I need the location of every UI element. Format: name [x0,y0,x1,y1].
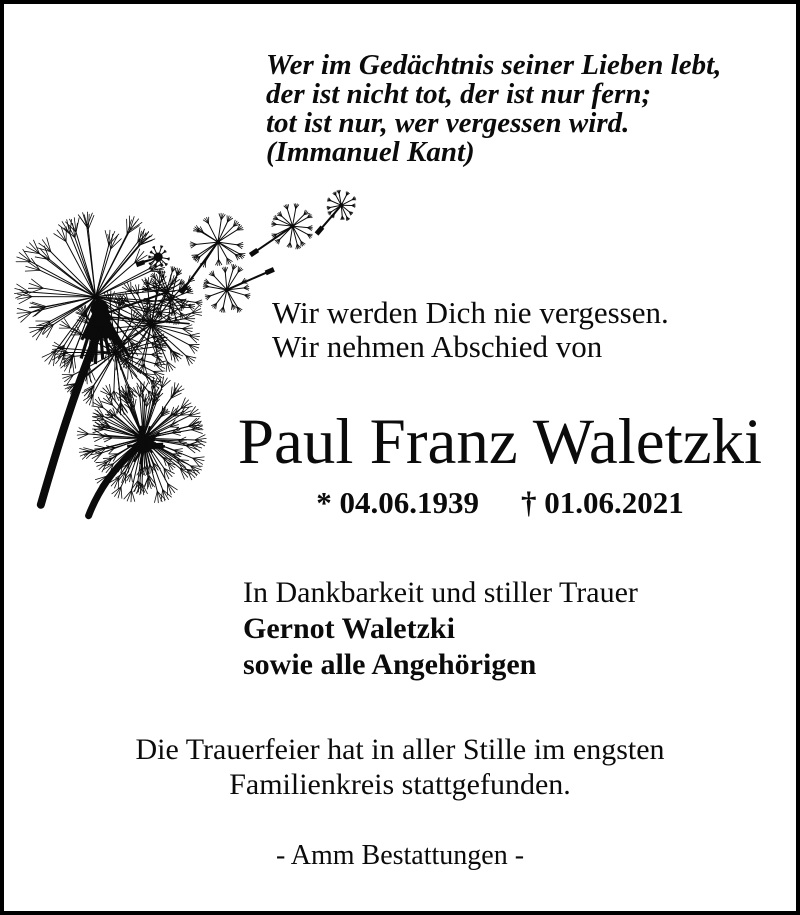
quote-line: tot ist nur, wer vergessen wird. [266,107,630,139]
death-date: † 01.06.2021 [521,485,684,520]
mourning-intro: In Dankbarkeit und stiller Trauer [243,576,638,609]
funeral-home-credit: - Amm Bestattungen - [275,840,525,871]
birth-date: * 04.06.1939 [316,485,479,520]
funeral-note-line: Die Trauerfeier hat in aller Stille im engsten [135,733,665,766]
mourners-block [243,575,638,683]
memorial-quote [266,51,721,167]
life-dates [200,487,800,518]
farewell-line: Wir nehmen Abschied von [272,329,603,364]
quote-attribution: (Immanuel Kant) [266,136,475,168]
deceased-name: Paul Franz Waletzki [237,406,763,478]
funeral-note [4,732,796,802]
funeral-note-line: Familienkreis stattgefunden. [229,768,571,801]
quote-line: Wer im Gedächtnis seiner Lieben lebt, [266,49,722,81]
farewell-text [272,296,669,364]
farewell-line: Wir werden Dich nie vergessen. [272,295,669,330]
mourner-relatives: sowie alle Angehörigen [243,648,537,681]
quote-line: der ist nicht tot, der ist nur fern; [266,78,652,110]
mourner-name: Gernot Waletzki [243,612,455,645]
